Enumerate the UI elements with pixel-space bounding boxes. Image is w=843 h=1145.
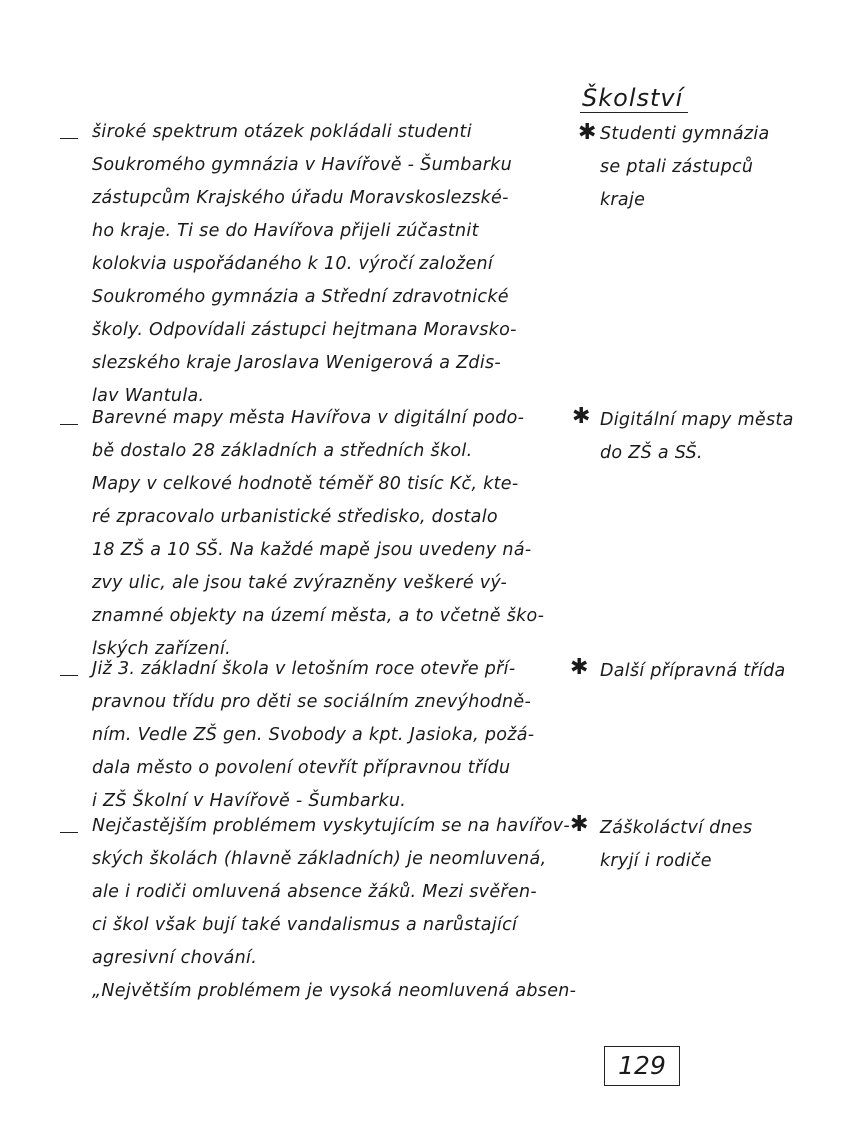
heading-underline: [580, 112, 688, 113]
text-line: Již 3. základní škola v letošním roce otevře pří-: [92, 659, 516, 679]
text-line: ním. Vedle ZŠ gen. Svobody a kpt. Jasioka, požá-: [92, 725, 535, 745]
text-line: zástupcům Krajského úřadu Moravskoslezské-: [92, 188, 509, 208]
text-line: Barevné mapy města Havířova v digitální podo-: [92, 408, 525, 428]
text-line: ré zpracovalo urbanistické středisko, dostalo: [92, 507, 498, 527]
asterisk-icon: ✱: [570, 812, 589, 837]
text-line: Mapy v celkové hodnotě téměř 80 tisíc Kč, kte-: [92, 474, 519, 494]
text-line: bě dostalo 28 základních a středních škol.: [92, 441, 473, 461]
text-line: široké spektrum otázek pokládali studenti: [92, 122, 472, 142]
page-number: 129: [618, 1051, 666, 1080]
paragraph-dash: [60, 424, 78, 425]
paragraph-dash: [60, 138, 78, 139]
margin-note-line: kryjí i rodiče: [600, 851, 712, 871]
margin-note-line: Záškoláctví dnes: [600, 818, 753, 838]
margin-note-line: kraje: [600, 190, 646, 210]
text-line: Soukromého gymnázia a Střední zdravotnické: [92, 287, 509, 307]
text-line: kolokvia uspořádaného k 10. výročí založení: [92, 254, 494, 274]
asterisk-icon: ✱: [578, 120, 597, 145]
text-line: lav Wantula.: [92, 386, 205, 406]
text-line: školy. Odpovídali zástupci hejtmana Moravsko-: [92, 320, 517, 340]
text-line: i ZŠ Školní v Havířově - Šumbarku.: [92, 791, 407, 811]
text-line: ale i rodiči omluvená absence žáků. Mezi svěřen-: [92, 882, 537, 902]
paragraph-dash: [60, 675, 78, 676]
text-line: agresivní chování.: [92, 948, 258, 968]
section-heading: Školství: [582, 84, 684, 112]
text-line: Soukromého gymnázia v Havířově - Šumbarku: [92, 155, 513, 175]
text-line: pravnou třídu pro děti se sociálním znevýhodně-: [92, 692, 532, 712]
text-line: znamné objekty na území města, a to včetně ško-: [92, 606, 545, 626]
text-line: „Největším problémem je vysoká neomluvená absen-: [92, 981, 577, 1001]
text-line: lských zařízení.: [92, 639, 231, 659]
text-line: 18 ZŠ a 10 SŠ. Na každé mapě jsou uvedeny ná-: [92, 540, 532, 560]
margin-note-line: Studenti gymnázia: [600, 124, 770, 144]
text-line: Nejčastějším problémem vyskytujícím se na havířov-: [92, 816, 570, 836]
asterisk-icon: ✱: [572, 404, 591, 429]
margin-note-line: se ptali zástupců: [600, 157, 754, 177]
text-line: slezského kraje Jaroslava Wenigerová a Zdis-: [92, 353, 502, 373]
text-line: ho kraje. Ti se do Havířova přijeli zúčastnit: [92, 221, 479, 241]
margin-note-line: do ZŠ a SŠ.: [600, 443, 703, 463]
text-line: dala město o povolení otevřít přípravnou třídu: [92, 758, 511, 778]
text-line: ských školách (hlavně základních) je neomluvená,: [92, 849, 547, 869]
paragraph-dash: [60, 832, 78, 833]
page-number-box: [604, 1046, 680, 1086]
text-line: ci škol však bují také vandalismus a narůstající: [92, 915, 518, 935]
margin-note-line: Digitální mapy města: [600, 410, 794, 430]
text-line: zvy ulic, ale jsou také zvýrazněny veškeré vý-: [92, 573, 508, 593]
margin-note-line: Další přípravná třída: [600, 661, 786, 681]
asterisk-icon: ✱: [570, 655, 589, 680]
